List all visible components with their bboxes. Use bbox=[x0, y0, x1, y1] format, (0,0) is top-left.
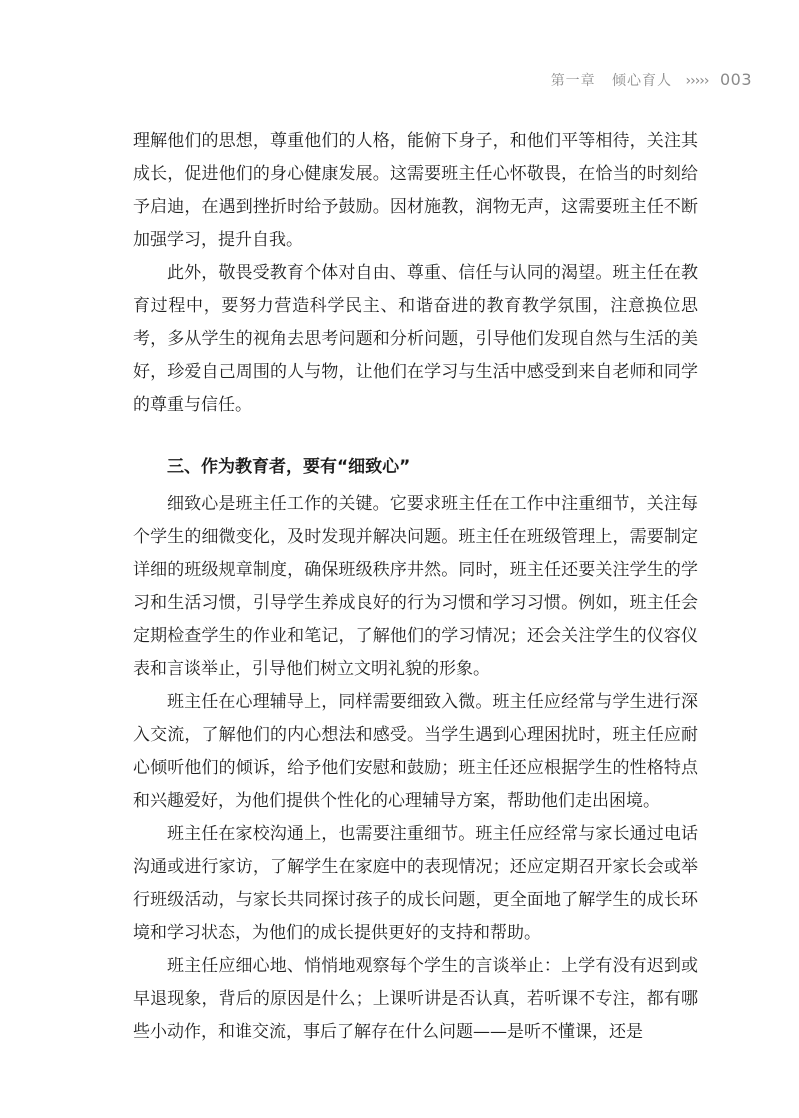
section-heading: 三、作为教育者，要有“细致心” bbox=[167, 457, 411, 477]
paragraph: 班主任在心理辅导上，同样需要细致入微。班主任应经常与学生进行深入交流，了解他们的内心想法和感受。当学生遇到心理困扰时，班主任应耐心倾听他们的倾诉，给予他们安慰和鼓励；班主任还应根据学生的性格特点和兴趣爱好，为他们提供个性化的心理辅导方案，帮助他们走出困境。 bbox=[133, 692, 698, 811]
paragraph: 此外，敬畏受教育个体对自由、尊重、信任与认同的渴望。班主任在教育过程中，要努力营造科学民主、和谐奋进的教育教学氛围，注意换位思考，多从学生的视角去思考问题和分析问题，引导他们发现自然与生活的美好，珍爱自己周围的人与物，让他们在学习与生活中感受到来自老师和同学的尊重与信任。 bbox=[133, 263, 698, 415]
page-body bbox=[133, 125, 698, 1049]
chapter-title: 倾心育人 bbox=[612, 73, 673, 89]
chapter-number: 第一章 bbox=[550, 73, 596, 89]
paragraph: 理解他们的思想，尊重他们的人格，能俯下身子，和他们平等相待，关注其成长，促进他们的身心健康发展。这需要班主任心怀敬畏，在恰当的时刻给予启迪，在遇到挫折时给予鼓励。因材施教，润物无声，这需要班主任不断加强学习，提升自我。 bbox=[133, 131, 698, 250]
running-header bbox=[551, 70, 752, 90]
page-number: 003 bbox=[719, 70, 752, 89]
paragraph: 班主任在家校沟通上，也需要注重细节。班主任应经常与家长通过电话沟通或进行家访，了解学生在家庭中的表现情况；还应定期召开家长会或举行班级活动，与家长共同探讨孩子的成长问题，更全面地了解学生的成长环境和学习状态，为他们的成长提供更好的支持和帮助。 bbox=[133, 824, 698, 943]
paragraph: 班主任应细心地、悄悄地观察每个学生的言谈举止：上学有没有迟到或早退现象，背后的原因是什么；上课听讲是否认真，若听课不专注，都有哪些小动作，和谁交流，事后了解存在什么问题——是听不懂课，还是 bbox=[133, 956, 698, 1042]
paragraph: 细致心是班主任工作的关键。它要求班主任在工作中注重细节，关注每个学生的细微变化，及时发现并解决问题。班主任在班级管理上，需要制定详细的班级规章制度，确保班级秩序井然。同时，班主任还要关注学生的学习和生活习惯，引导学生养成良好的行为习惯和学习习惯。例如，班主任会定期检查学生的作业和笔记，了解他们的学习情况；还会关注学生的仪容仪表和言谈举止，引导他们树立文明礼貌的形象。 bbox=[133, 494, 698, 679]
chevron-right-icon: ››››› bbox=[685, 73, 709, 89]
